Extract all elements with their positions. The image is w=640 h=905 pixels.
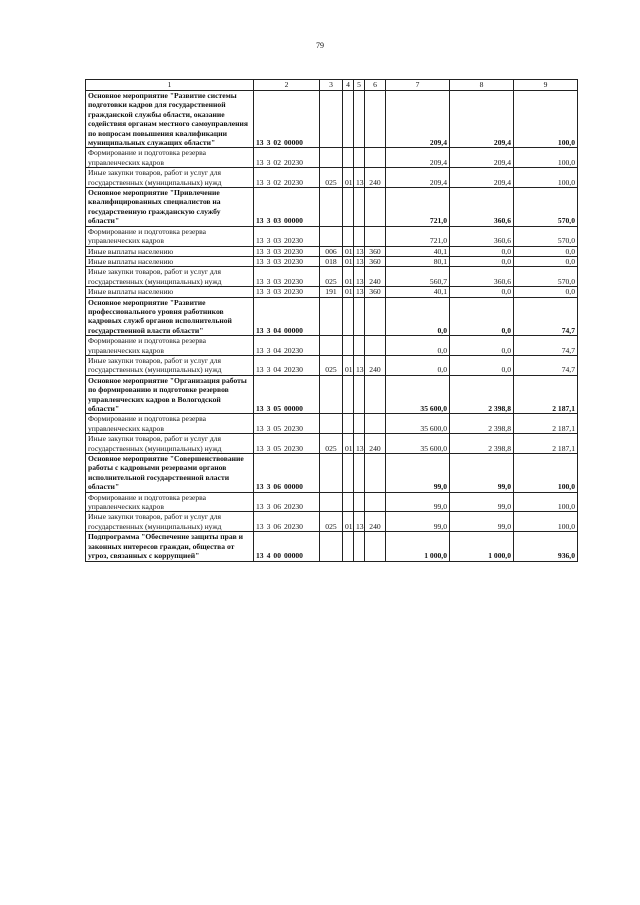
row-value-7: 99,0 xyxy=(386,492,450,512)
row-code xyxy=(254,148,320,168)
column-header-6: 6 xyxy=(365,80,386,91)
row-col-6: 240 xyxy=(365,355,386,375)
row-col-5: 13 xyxy=(354,256,365,266)
row-value-9: 0,0 xyxy=(514,246,578,256)
row-col-4 xyxy=(343,375,354,414)
row-value-8: 2 398,8 xyxy=(450,434,514,454)
row-value-7: 209,4 xyxy=(386,91,450,148)
code-part: 3 xyxy=(266,423,271,433)
row-code xyxy=(254,532,320,561)
row-col-4: 01 xyxy=(343,267,354,287)
code-part: 05 xyxy=(273,423,281,433)
row-code xyxy=(254,267,320,287)
table-row xyxy=(86,188,578,227)
row-col-3 xyxy=(320,375,343,414)
code-part: 00000 xyxy=(283,482,303,492)
row-col-3 xyxy=(320,532,343,561)
row-col-6 xyxy=(365,188,386,227)
row-name: Подпрограмма "Обеспечение защиты прав и законных интересов граждан, общества от угроз, связанных с коррупцией" xyxy=(86,532,254,561)
table-row xyxy=(86,148,578,168)
row-code xyxy=(254,454,320,493)
code-part: 13 xyxy=(256,157,264,167)
row-name: Иные выплаты населению xyxy=(86,256,254,266)
code-part: 13 xyxy=(256,256,264,266)
code-part: 3 xyxy=(266,177,271,187)
row-code xyxy=(254,188,320,227)
row-code xyxy=(254,375,320,414)
row-code xyxy=(254,287,320,297)
row-col-6 xyxy=(365,336,386,356)
row-name: Формирование и подготовка резерва управленческих кадров xyxy=(86,414,254,434)
row-col-6: 240 xyxy=(365,168,386,188)
code-part: 04 xyxy=(273,345,281,355)
row-value-7: 0,0 xyxy=(386,355,450,375)
row-value-7: 721,0 xyxy=(386,226,450,246)
code-part: 3 xyxy=(266,216,271,226)
row-col-6 xyxy=(365,454,386,493)
code-part: 00000 xyxy=(283,551,303,561)
row-value-8: 0,0 xyxy=(450,287,514,297)
budget-table xyxy=(85,79,578,562)
row-value-8: 0,0 xyxy=(450,256,514,266)
code-part: 06 xyxy=(273,521,281,531)
code-part: 00000 xyxy=(283,138,303,148)
column-header-1: 1 xyxy=(86,80,254,91)
table-row xyxy=(86,336,578,356)
code-part: 05 xyxy=(273,443,281,453)
row-value-9: 570,0 xyxy=(514,267,578,287)
code-part: 13 xyxy=(256,246,264,256)
code-part: 20230 xyxy=(283,502,303,512)
code-part: 3 xyxy=(266,443,271,453)
row-value-9: 100,0 xyxy=(514,512,578,532)
row-name: Основное мероприятие "Организация работы по формированию и подготовке резервов управленческих кадров в Вологодской области" xyxy=(86,375,254,414)
code-part: 13 xyxy=(256,443,264,453)
row-col-3 xyxy=(320,336,343,356)
row-col-4 xyxy=(343,492,354,512)
row-code xyxy=(254,336,320,356)
row-col-5: 13 xyxy=(354,267,365,287)
code-part: 02 xyxy=(273,177,281,187)
code-part: 3 xyxy=(266,256,271,266)
row-col-5 xyxy=(354,226,365,246)
code-part: 3 xyxy=(266,345,271,355)
row-col-5 xyxy=(354,91,365,148)
row-name: Основное мероприятие "Развитие профессионального уровня работников кадровых служб органов исполнительной государственной власти области" xyxy=(86,297,254,336)
row-col-6 xyxy=(365,148,386,168)
row-col-5 xyxy=(354,336,365,356)
row-col-6: 360 xyxy=(365,246,386,256)
table-row xyxy=(86,414,578,434)
row-name: Иные закупки товаров, работ и услуг для государственных (муниципальных) нужд xyxy=(86,168,254,188)
row-value-8: 209,4 xyxy=(450,148,514,168)
code-part: 20230 xyxy=(283,177,303,187)
code-part: 20230 xyxy=(283,345,303,355)
row-col-4: 01 xyxy=(343,287,354,297)
row-col-5 xyxy=(354,532,365,561)
code-part: 13 xyxy=(256,404,264,413)
row-value-9: 0,0 xyxy=(514,256,578,266)
row-value-7: 721,0 xyxy=(386,188,450,227)
row-value-9: 2 187,1 xyxy=(514,414,578,434)
code-part: 05 xyxy=(273,404,281,413)
row-code xyxy=(254,512,320,532)
row-name: Формирование и подготовка резерва управленческих кадров xyxy=(86,336,254,356)
row-col-3: 018 xyxy=(320,256,343,266)
code-part: 4 xyxy=(266,551,271,561)
code-part: 13 xyxy=(256,345,264,355)
column-header-4: 4 xyxy=(343,80,354,91)
row-col-3: 025 xyxy=(320,168,343,188)
row-value-8: 99,0 xyxy=(450,492,514,512)
row-code xyxy=(254,168,320,188)
row-name: Иные выплаты населению xyxy=(86,246,254,256)
row-col-4 xyxy=(343,336,354,356)
row-col-6: 240 xyxy=(365,434,386,454)
row-value-8: 360,6 xyxy=(450,226,514,246)
row-col-4: 01 xyxy=(343,355,354,375)
row-col-3 xyxy=(320,226,343,246)
code-part: 20230 xyxy=(283,423,303,433)
code-part: 13 xyxy=(256,521,264,531)
code-part: 3 xyxy=(266,482,271,492)
row-col-4 xyxy=(343,532,354,561)
row-value-7: 0,0 xyxy=(386,297,450,336)
row-col-5: 13 xyxy=(354,355,365,375)
row-col-5: 13 xyxy=(354,168,365,188)
row-value-9: 100,0 xyxy=(514,148,578,168)
code-part: 13 xyxy=(256,236,264,246)
row-value-8: 0,0 xyxy=(450,336,514,356)
row-code xyxy=(254,355,320,375)
table-row xyxy=(86,375,578,414)
row-value-7: 0,0 xyxy=(386,336,450,356)
row-value-8: 0,0 xyxy=(450,355,514,375)
row-col-3 xyxy=(320,454,343,493)
table-row xyxy=(86,297,578,336)
column-header-7: 7 xyxy=(386,80,450,91)
row-value-8: 209,4 xyxy=(450,168,514,188)
code-part: 3 xyxy=(266,404,271,413)
row-col-5: 13 xyxy=(354,246,365,256)
row-name: Формирование и подготовка резерва управленческих кадров xyxy=(86,492,254,512)
code-part: 3 xyxy=(266,502,271,512)
code-part: 02 xyxy=(273,138,281,148)
code-part: 3 xyxy=(266,521,271,531)
row-col-4 xyxy=(343,454,354,493)
table-row xyxy=(86,287,578,297)
table-row xyxy=(86,512,578,532)
table-row xyxy=(86,226,578,246)
row-col-5 xyxy=(354,414,365,434)
code-part: 20230 xyxy=(283,521,303,531)
row-col-5 xyxy=(354,454,365,493)
table-row xyxy=(86,168,578,188)
code-part: 20230 xyxy=(283,157,303,167)
code-part: 06 xyxy=(273,482,281,492)
row-value-8: 1 000,0 xyxy=(450,532,514,561)
row-col-4 xyxy=(343,226,354,246)
code-part: 00 xyxy=(273,551,281,561)
column-header-9: 9 xyxy=(514,80,578,91)
row-value-7: 35 600,0 xyxy=(386,375,450,414)
row-value-9: 100,0 xyxy=(514,492,578,512)
column-number-row xyxy=(86,80,578,91)
row-value-9: 2 187,1 xyxy=(514,434,578,454)
row-name: Иные закупки товаров, работ и услуг для государственных (муниципальных) нужд xyxy=(86,434,254,454)
code-part: 13 xyxy=(256,365,264,375)
row-value-7: 99,0 xyxy=(386,512,450,532)
row-col-4 xyxy=(343,148,354,168)
row-value-9: 74,7 xyxy=(514,336,578,356)
code-part: 3 xyxy=(266,276,271,286)
row-col-6 xyxy=(365,297,386,336)
row-value-9: 100,0 xyxy=(514,454,578,493)
code-part: 3 xyxy=(266,236,271,246)
table-row xyxy=(86,246,578,256)
row-col-4: 01 xyxy=(343,512,354,532)
row-col-3 xyxy=(320,188,343,227)
code-part: 13 xyxy=(256,276,264,286)
row-code xyxy=(254,434,320,454)
table-row xyxy=(86,492,578,512)
row-col-6: 240 xyxy=(365,512,386,532)
row-value-7: 35 600,0 xyxy=(386,414,450,434)
page-number: 79 xyxy=(316,41,324,50)
row-col-4 xyxy=(343,297,354,336)
column-header-5: 5 xyxy=(354,80,365,91)
row-col-3 xyxy=(320,91,343,148)
code-part: 13 xyxy=(256,325,264,335)
row-col-3: 025 xyxy=(320,355,343,375)
code-part: 20230 xyxy=(283,276,303,286)
row-value-7: 99,0 xyxy=(386,454,450,493)
table-row xyxy=(86,454,578,493)
code-part: 02 xyxy=(273,157,281,167)
code-part: 3 xyxy=(266,246,271,256)
row-value-8: 0,0 xyxy=(450,297,514,336)
table-row xyxy=(86,434,578,454)
row-value-7: 209,4 xyxy=(386,148,450,168)
row-col-4 xyxy=(343,414,354,434)
code-part: 13 xyxy=(256,216,264,226)
code-part: 13 xyxy=(256,482,264,492)
code-part: 3 xyxy=(266,325,271,335)
row-value-7: 1 000,0 xyxy=(386,532,450,561)
row-col-4: 01 xyxy=(343,256,354,266)
row-col-6: 360 xyxy=(365,256,386,266)
row-value-8: 99,0 xyxy=(450,454,514,493)
row-name: Основное мероприятие "Привлечение квалифицированных специалистов на государственную гражданскую службу области" xyxy=(86,188,254,227)
row-value-8: 360,6 xyxy=(450,188,514,227)
code-part: 03 xyxy=(273,246,281,256)
row-name: Иные закупки товаров, работ и услуг для государственных (муниципальных) нужд xyxy=(86,512,254,532)
row-name: Основное мероприятие "Совершенствование работы с кадровыми резервами органов исполнительной государственной власти области" xyxy=(86,454,254,493)
row-code xyxy=(254,414,320,434)
code-part: 04 xyxy=(273,365,281,375)
column-header-8: 8 xyxy=(450,80,514,91)
row-col-5: 13 xyxy=(354,287,365,297)
row-col-3: 025 xyxy=(320,267,343,287)
code-part: 20230 xyxy=(283,246,303,256)
code-part: 00000 xyxy=(283,325,303,335)
row-value-7: 560,7 xyxy=(386,267,450,287)
row-code xyxy=(254,297,320,336)
row-value-9: 570,0 xyxy=(514,226,578,246)
row-col-6 xyxy=(365,414,386,434)
row-col-6 xyxy=(365,226,386,246)
row-col-6 xyxy=(365,532,386,561)
code-part: 20230 xyxy=(283,256,303,266)
row-value-9: 100,0 xyxy=(514,91,578,148)
row-col-3: 191 xyxy=(320,287,343,297)
row-value-8: 2 398,8 xyxy=(450,414,514,434)
row-value-7: 209,4 xyxy=(386,168,450,188)
row-col-5 xyxy=(354,492,365,512)
row-value-8: 0,0 xyxy=(450,246,514,256)
row-value-9: 0,0 xyxy=(514,287,578,297)
row-col-3: 025 xyxy=(320,434,343,454)
code-part: 20230 xyxy=(283,365,303,375)
row-value-7: 80,1 xyxy=(386,256,450,266)
code-part: 3 xyxy=(266,138,271,148)
code-part: 13 xyxy=(256,551,264,561)
row-value-8: 360,6 xyxy=(450,267,514,287)
code-part: 13 xyxy=(256,138,264,148)
row-value-9: 2 187,1 xyxy=(514,375,578,414)
row-col-5 xyxy=(354,148,365,168)
row-value-9: 100,0 xyxy=(514,168,578,188)
row-col-4 xyxy=(343,91,354,148)
table-row xyxy=(86,267,578,287)
table-row xyxy=(86,256,578,266)
row-code xyxy=(254,492,320,512)
row-col-4: 01 xyxy=(343,246,354,256)
code-part: 20230 xyxy=(283,236,303,246)
code-part: 00000 xyxy=(283,216,303,226)
code-part: 03 xyxy=(273,276,281,286)
row-code xyxy=(254,256,320,266)
row-col-4 xyxy=(343,188,354,227)
row-col-6 xyxy=(365,91,386,148)
row-name: Формирование и подготовка резерва управленческих кадров xyxy=(86,226,254,246)
code-part: 3 xyxy=(266,365,271,375)
row-code xyxy=(254,91,320,148)
code-part: 20230 xyxy=(283,443,303,453)
row-col-3 xyxy=(320,492,343,512)
row-name: Иные выплаты населению xyxy=(86,287,254,297)
row-name: Формирование и подготовка резерва управленческих кадров xyxy=(86,148,254,168)
column-header-2: 2 xyxy=(254,80,320,91)
row-value-8: 209,4 xyxy=(450,91,514,148)
row-value-8: 99,0 xyxy=(450,512,514,532)
row-col-4: 01 xyxy=(343,168,354,188)
row-value-7: 35 600,0 xyxy=(386,434,450,454)
row-col-6: 360 xyxy=(365,287,386,297)
row-col-3: 006 xyxy=(320,246,343,256)
row-col-3 xyxy=(320,414,343,434)
table-row xyxy=(86,532,578,561)
column-header-3: 3 xyxy=(320,80,343,91)
table-row xyxy=(86,355,578,375)
row-value-7: 40,1 xyxy=(386,287,450,297)
code-part: 04 xyxy=(273,325,281,335)
code-part: 00000 xyxy=(283,404,303,413)
row-col-5 xyxy=(354,188,365,227)
table-row xyxy=(86,91,578,148)
row-col-5: 13 xyxy=(354,434,365,454)
row-value-9: 936,0 xyxy=(514,532,578,561)
row-code xyxy=(254,246,320,256)
row-col-3: 025 xyxy=(320,512,343,532)
row-value-8: 2 398,8 xyxy=(450,375,514,414)
row-col-6 xyxy=(365,492,386,512)
code-part: 20230 xyxy=(283,287,303,297)
row-name: Иные закупки товаров, работ и услуг для государственных (муниципальных) нужд xyxy=(86,355,254,375)
row-value-7: 40,1 xyxy=(386,246,450,256)
row-code xyxy=(254,226,320,246)
code-part: 03 xyxy=(273,236,281,246)
row-col-5: 13 xyxy=(354,512,365,532)
code-part: 03 xyxy=(273,256,281,266)
row-col-5 xyxy=(354,297,365,336)
code-part: 13 xyxy=(256,502,264,512)
row-col-3 xyxy=(320,148,343,168)
row-name: Основное мероприятие "Развитие системы подготовки кадров для государственной гражданской службы области, оказание содействия органам местного самоуправления по вопросам повышения квалификации муниципальных служащих области" xyxy=(86,91,254,148)
row-col-3 xyxy=(320,297,343,336)
row-value-9: 570,0 xyxy=(514,188,578,227)
code-part: 13 xyxy=(256,423,264,433)
code-part: 3 xyxy=(266,287,271,297)
code-part: 13 xyxy=(256,287,264,297)
code-part: 03 xyxy=(273,287,281,297)
row-col-6 xyxy=(365,375,386,414)
code-part: 3 xyxy=(266,157,271,167)
row-value-9: 74,7 xyxy=(514,355,578,375)
row-name: Иные закупки товаров, работ и услуг для государственных (муниципальных) нужд xyxy=(86,267,254,287)
code-part: 13 xyxy=(256,177,264,187)
code-part: 06 xyxy=(273,502,281,512)
row-value-9: 74,7 xyxy=(514,297,578,336)
row-col-6: 240 xyxy=(365,267,386,287)
row-col-5 xyxy=(354,375,365,414)
row-col-4: 01 xyxy=(343,434,354,454)
code-part: 03 xyxy=(273,216,281,226)
